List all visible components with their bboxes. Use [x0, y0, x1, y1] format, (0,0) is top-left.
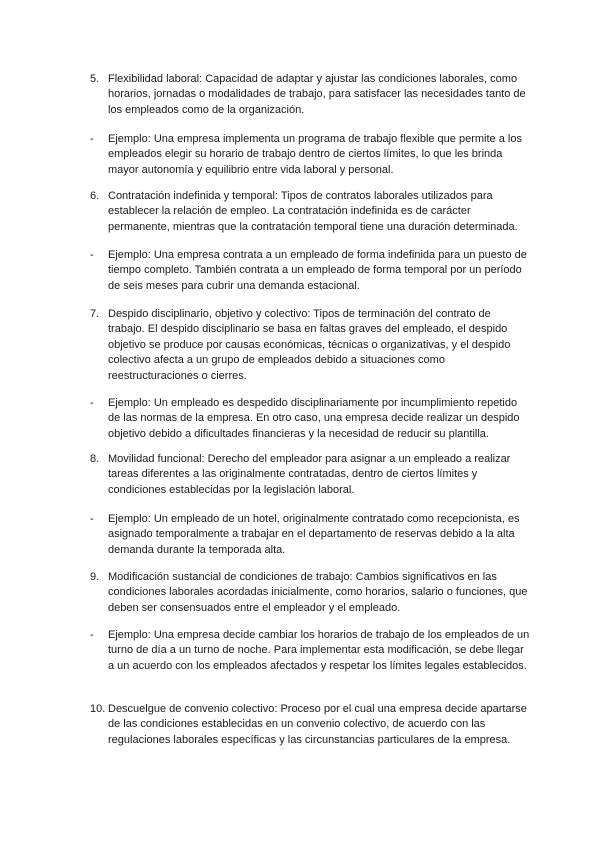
list-marker: - [90, 397, 94, 409]
list-item [90, 72, 530, 118]
list-text: Movilidad funcional: Derecho del empleador para asignar a un empleado a realizar tareas diferentes a las originalmente contratadas, dentro de ciertos límites y condiciones establecidas por la legislación laboral. [108, 453, 511, 496]
list-item [90, 396, 530, 442]
list-marker: 10. [90, 703, 106, 715]
list-marker: 7. [90, 308, 100, 320]
list-item [90, 628, 530, 674]
list-marker: 9. [90, 571, 100, 583]
list-marker: 8. [90, 453, 100, 465]
list-text: Despido disciplinario, objetivo y colectivo: Tipos de terminación del contrato de trabajo. El despido disciplinario se basa en faltas graves del empleado, el despido objetivo se produce por causas económicas, técnicas o organizativas, y el despido colectivo afecta a un grupo de empleados debido a situaciones como reestructuraciones o cierres. [108, 308, 511, 382]
list-text: Ejemplo: Una empresa decide cambiar los horarios de trabajo de los empleados de un turno de día a un turno de noche. Para implementar esta modificación, se debe llegar a un acuerdo con los empleados afectados y respetar los límites legales establecidos. [108, 629, 530, 672]
list-item [90, 702, 530, 748]
list-text: Ejemplo: Un empleado es despedido disciplinariamente por incumplimiento repetido de las normas de la empresa. En otro caso, una empresa decide realizar un despido objetivo debido a dificultades financieras y la necesidad de reducir su plantilla. [108, 397, 520, 440]
list-item [90, 512, 530, 558]
list-marker: 6. [90, 190, 100, 202]
list-marker: - [90, 133, 94, 145]
list-text: Ejemplo: Una empresa implementa un programa de trabajo flexible que permite a los empleados elegir su horario de trabajo dentro de ciertos límites, lo que les brinda mayor autonomía y equilibrio entre vida laboral y personal. [108, 133, 522, 176]
list-item [90, 132, 530, 178]
list-text: Ejemplo: Un empleado de un hotel, originalmente contratado como recepcionista, es asignado temporalmente a trabajar en el departamento de reservas debido a la alta demanda durante la temporada alta. [108, 513, 520, 556]
list-item [90, 248, 530, 294]
list-text: Descuelgue de convenio colectivo: Proceso por el cual una empresa decide apartarse de las condiciones establecidas en un convenio colectivo, de acuerdo con las regulaciones laborales específicas y las circunstancias particulares de la empresa. [108, 703, 527, 746]
list-marker: - [90, 513, 94, 525]
list-text: Modificación sustancial de condiciones de trabajo: Cambios significativos en las condiciones laborales acordadas inicialmente, como horarios, salario o funciones, que deben ser consensuados entre el empleador y el empleado. [108, 571, 528, 614]
list-text: Contratación indefinida y temporal: Tipos de contratos laborales utilizados para establecer la relación de empleo. La contratación indefinida es de carácter permanente, mientras que la contratación temporal tiene una duración determinada. [108, 190, 518, 233]
list-item [90, 307, 530, 384]
list-item [90, 452, 530, 498]
list-marker: 5. [90, 73, 100, 85]
list-item [90, 570, 530, 616]
list-text: Flexibilidad laboral: Capacidad de adaptar y ajustar las condiciones laborales, como horarios, jornadas o modalidades de trabajo, para satisfacer las necesidades tanto de los empleados como de la organización. [108, 73, 526, 116]
list-item [90, 189, 530, 235]
list-text: Ejemplo: Una empresa contrata a un empleado de forma indefinida para un puesto de tiempo completo. También contrata a un empleado de forma temporal por un período de seis meses para cubrir una demanda estacional. [108, 249, 527, 292]
list-marker: - [90, 629, 94, 641]
list-marker: - [90, 249, 94, 261]
